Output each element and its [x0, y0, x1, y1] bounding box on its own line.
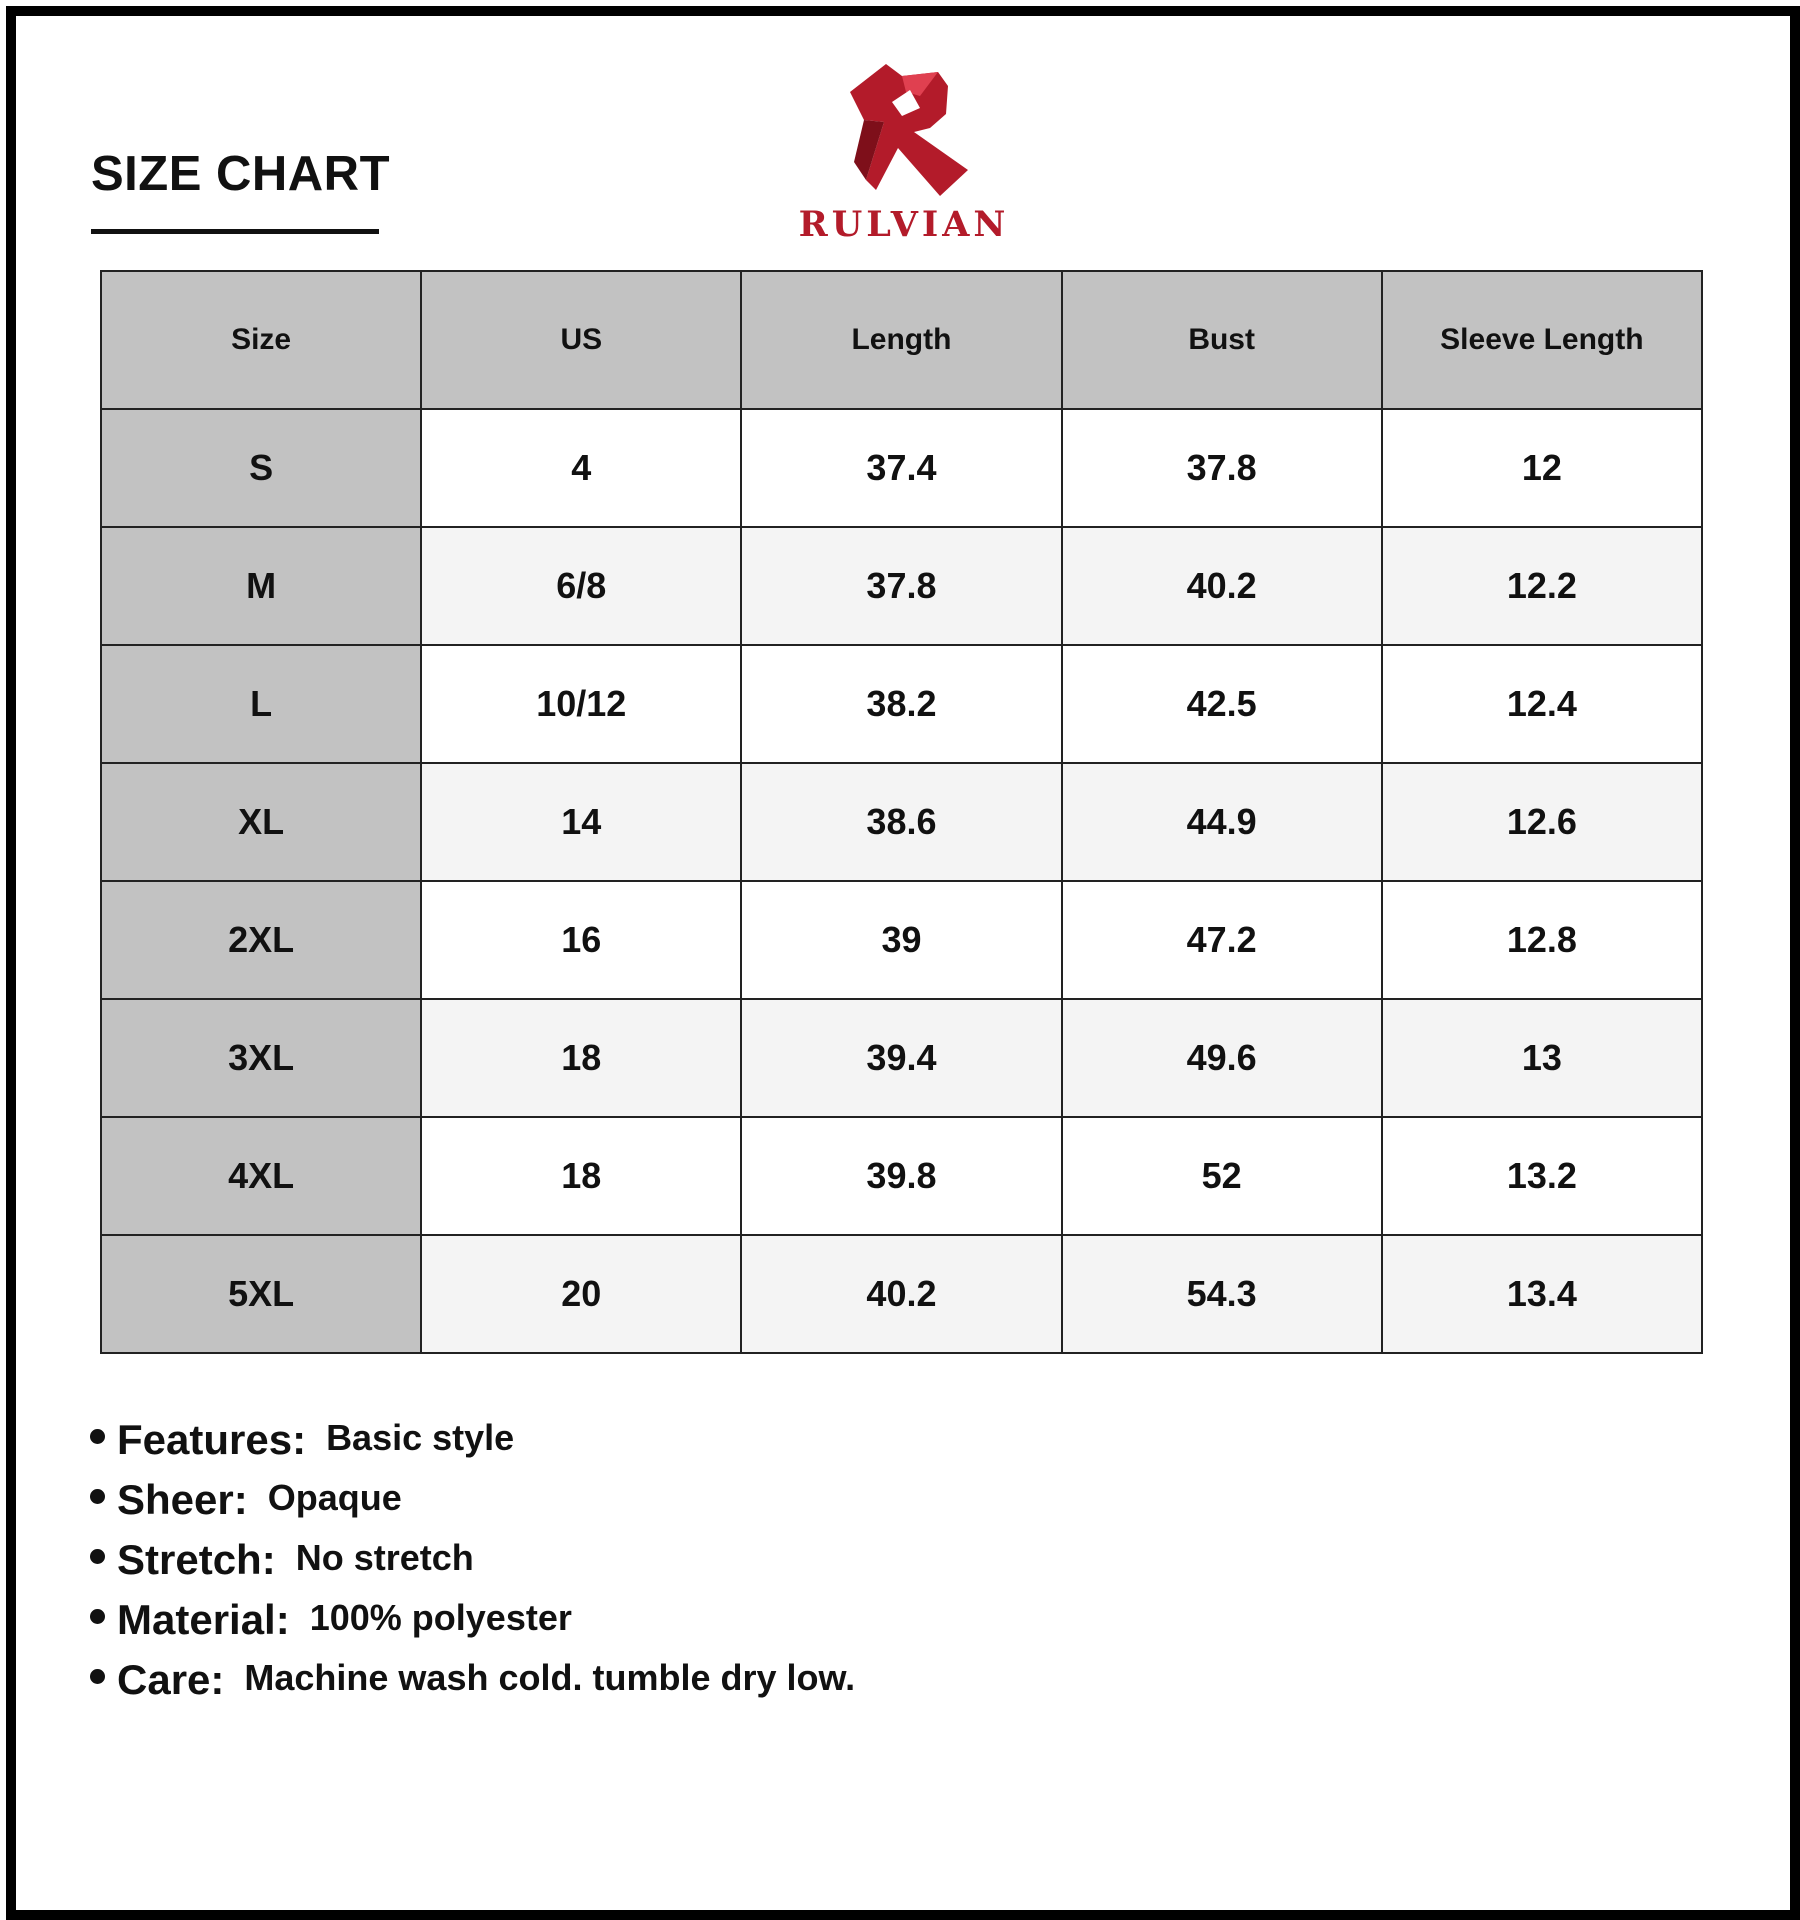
feature-label: Features:	[117, 1416, 307, 1463]
column-header: Size	[101, 271, 421, 409]
table-row	[101, 763, 1702, 881]
length-cell: 38.6	[741, 763, 1061, 881]
length-cell: 38.2	[741, 645, 1061, 763]
sleeve-length-cell: 12.4	[1382, 645, 1702, 763]
sleeve-length-cell: 12.8	[1382, 881, 1702, 999]
feature-value: 100% polyester	[309, 1597, 572, 1638]
table-row	[101, 1117, 1702, 1235]
rulvian-r-logo-icon	[840, 62, 970, 202]
feature-item-care	[90, 1656, 855, 1716]
us-cell: 18	[421, 999, 741, 1117]
title-underline	[91, 229, 379, 234]
us-cell: 18	[421, 1117, 741, 1235]
bust-cell: 44.9	[1062, 763, 1382, 881]
sleeve-length-cell: 13.4	[1382, 1235, 1702, 1353]
column-header: Bust	[1062, 271, 1382, 409]
table-row	[101, 1235, 1702, 1353]
sleeve-length-cell: 13	[1382, 999, 1702, 1117]
size-cell: XL	[101, 763, 421, 881]
brand-logo	[784, 62, 1024, 252]
size-cell: 4XL	[101, 1117, 421, 1235]
size-cell: L	[101, 645, 421, 763]
us-cell: 14	[421, 763, 741, 881]
sleeve-length-cell: 12.2	[1382, 527, 1702, 645]
length-cell: 39.4	[741, 999, 1061, 1117]
length-cell: 37.8	[741, 527, 1061, 645]
feature-label: Stretch:	[117, 1536, 276, 1583]
size-cell: M	[101, 527, 421, 645]
feature-item-sheer	[90, 1476, 855, 1536]
bullet-icon	[90, 1609, 105, 1624]
bust-cell: 37.8	[1062, 409, 1382, 527]
table-row	[101, 527, 1702, 645]
us-cell: 20	[421, 1235, 741, 1353]
table-row	[101, 409, 1702, 527]
size-cell: 5XL	[101, 1235, 421, 1353]
feature-value: No stretch	[295, 1537, 474, 1578]
size-chart-table	[100, 270, 1703, 1354]
size-cell: 2XL	[101, 881, 421, 999]
column-header: Sleeve Length	[1382, 271, 1702, 409]
length-cell: 40.2	[741, 1235, 1061, 1353]
bullet-icon	[90, 1429, 105, 1444]
length-cell: 39	[741, 881, 1061, 999]
bullet-icon	[90, 1489, 105, 1504]
bust-cell: 49.6	[1062, 999, 1382, 1117]
size-cell: S	[101, 409, 421, 527]
bust-cell: 54.3	[1062, 1235, 1382, 1353]
brand-name: RULVIAN	[798, 204, 1010, 245]
column-header: US	[421, 271, 741, 409]
length-cell: 37.4	[741, 409, 1061, 527]
us-cell: 10/12	[421, 645, 741, 763]
feature-label: Sheer:	[117, 1476, 248, 1523]
table-row	[101, 645, 1702, 763]
table-header-row	[101, 271, 1702, 409]
feature-item-material	[90, 1596, 855, 1656]
bust-cell: 52	[1062, 1117, 1382, 1235]
feature-item-features	[90, 1416, 855, 1476]
table-row	[101, 881, 1702, 999]
bust-cell: 42.5	[1062, 645, 1382, 763]
sleeve-length-cell: 12	[1382, 409, 1702, 527]
product-features-list	[90, 1416, 855, 1716]
page-title: SIZE CHART	[91, 147, 390, 201]
bust-cell: 40.2	[1062, 527, 1382, 645]
bust-cell: 47.2	[1062, 881, 1382, 999]
feature-value: Machine wash cold. tumble dry low.	[244, 1657, 856, 1698]
feature-value: Basic style	[326, 1417, 515, 1458]
us-cell: 16	[421, 881, 741, 999]
sleeve-length-cell: 12.6	[1382, 763, 1702, 881]
length-cell: 39.8	[741, 1117, 1061, 1235]
size-cell: 3XL	[101, 999, 421, 1117]
feature-value: Opaque	[267, 1477, 402, 1518]
us-cell: 6/8	[421, 527, 741, 645]
us-cell: 4	[421, 409, 741, 527]
feature-label: Care:	[117, 1656, 225, 1703]
column-header: Length	[741, 271, 1061, 409]
feature-item-stretch	[90, 1536, 855, 1596]
bullet-icon	[90, 1669, 105, 1684]
sleeve-length-cell: 13.2	[1382, 1117, 1702, 1235]
bullet-icon	[90, 1549, 105, 1564]
table-row	[101, 999, 1702, 1117]
feature-label: Material:	[117, 1596, 290, 1643]
